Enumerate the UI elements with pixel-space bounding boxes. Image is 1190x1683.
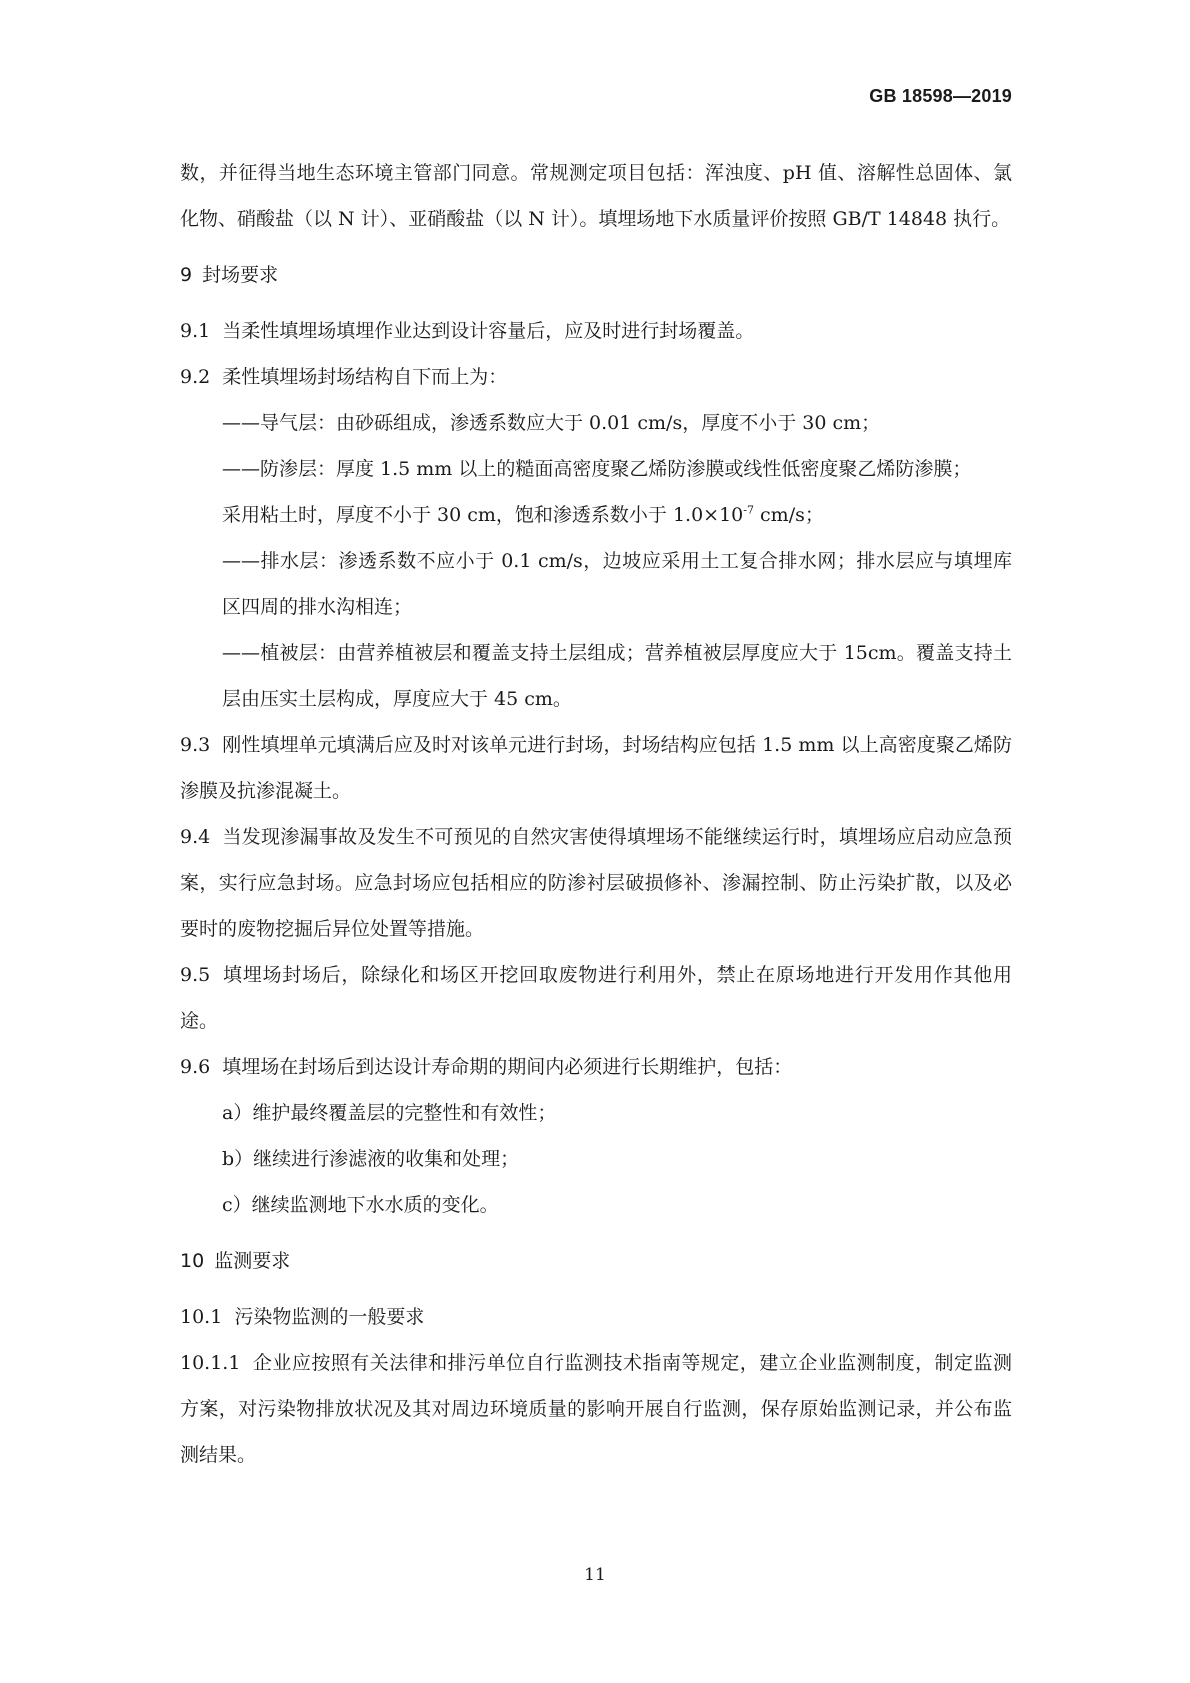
exponent: -7 [743,503,754,517]
clause-number: 9.2 [180,366,211,388]
clause-number: 9.6 [180,1056,211,1078]
clause-text: 企业应按照有关法律和排污单位自行监测技术指南等规定，建立企业监测制度，制定监测方案，对污染物排放状况及其对周边环境质量的影响开展自行监测，保存原始监测记录，并公布监测结果。 [180,1352,1012,1466]
list-item-drainage-layer: ——排水层：渗透系数不应小于 0.1 cm/s，边坡应采用土工复合排水网；排水层应与填埋库区四周的排水沟相连； [222,550,1012,618]
clause-text: 填埋场封场后，除绿化和场区开挖回取废物进行利用外，禁止在原场地进行开发用作其他用途。 [180,964,1012,1032]
section-title: 封场要求 [202,264,279,286]
page-number: 11 [584,1565,606,1585]
clause-9-4 [180,814,1012,952]
standard-code: GB 18598—2019 [869,86,1012,106]
clause-10-1-1 [180,1340,1012,1478]
section-number: 10 [180,1250,205,1272]
list-item-c: c）继续监测地下水水质的变化。 [222,1194,499,1216]
list-item-b: b）继续进行渗滤液的收集和处理； [222,1148,520,1170]
clause-number: 9.3 [180,734,211,756]
clause-number: 9.4 [180,826,211,848]
clause-9-3 [180,722,1012,814]
list-item-gas-layer: ——导气层：由砂砾组成，渗透系数应大于 0.01 cm/s，厚度不小于 30 cm； [222,412,881,434]
seepage-line-1: ——防渗层：厚度 1.5 mm 以上的糙面高密度聚乙烯防渗膜或线性低密度聚乙烯防渗膜； [222,458,972,480]
list-item-seepage-layer [180,446,1012,538]
clause-text: 填埋场在封场后到达设计寿命期的期间内必须进行长期维护，包括： [222,1056,793,1078]
clause-9-2 [180,354,1012,400]
section-number: 9 [180,264,193,286]
clause-text: 当柔性填埋场填埋作业达到设计容量后，应及时进行封场覆盖。 [222,320,755,342]
section-10-heading [180,1238,1012,1284]
clause-number: 10.1 [180,1306,223,1328]
clause-number: 10.1.1 [180,1352,241,1374]
list-item-vegetation-layer: ——植被层：由营养植被层和覆盖支持土层组成；营养植被层厚度应大于 15cm。覆盖支持土层由压实土层构成，厚度应大于 45 cm。 [222,642,1012,710]
section-9-heading [180,252,1012,298]
clause-text: 柔性填埋场封场结构自下而上为： [222,366,508,388]
section-title: 监测要求 [214,1250,291,1272]
clause-10-1 [180,1294,1012,1340]
clause-text: 污染物监测的一般要求 [234,1306,425,1328]
page-body [180,150,1012,1478]
seepage-line-2-pre: 采用粘土时，厚度不小于 30 cm，饱和渗透系数小于 1.0×10 [222,504,744,526]
list-item-a: a）维护最终覆盖层的完整性和有效性； [222,1102,557,1124]
continuation-paragraph: 数，并征得当地生态环境主管部门同意。常规测定项目包括：浑浊度、pH 值、溶解性总固体、氯化物、硝酸盐（以 N 计）、亚硝酸盐（以 N 计）。填埋场地下水质量评价按照 GB/T 14848 执行。 [180,162,1012,230]
clause-9-6 [180,1044,1012,1090]
clause-number: 9.1 [180,320,211,342]
clause-text: 当发现渗漏事故及发生不可预见的自然灾害使得填埋场不能继续运行时，填埋场应启动应急预案，实行应急封场。应急封场应包括相应的防渗衬层破损修补、渗漏控制、防止污染扩散，以及必要时的废物挖掘后异位处置等措施。 [180,826,1012,940]
clause-9-5 [180,952,1012,1044]
clause-number: 9.5 [180,964,211,986]
clause-text: 刚性填埋单元填满后应及时对该单元进行封场，封场结构应包括 1.5 mm 以上高密度聚乙烯防渗膜及抗渗混凝土。 [180,734,1012,802]
clause-9-1 [180,308,1012,354]
seepage-line-2-post: cm/s； [754,504,824,526]
